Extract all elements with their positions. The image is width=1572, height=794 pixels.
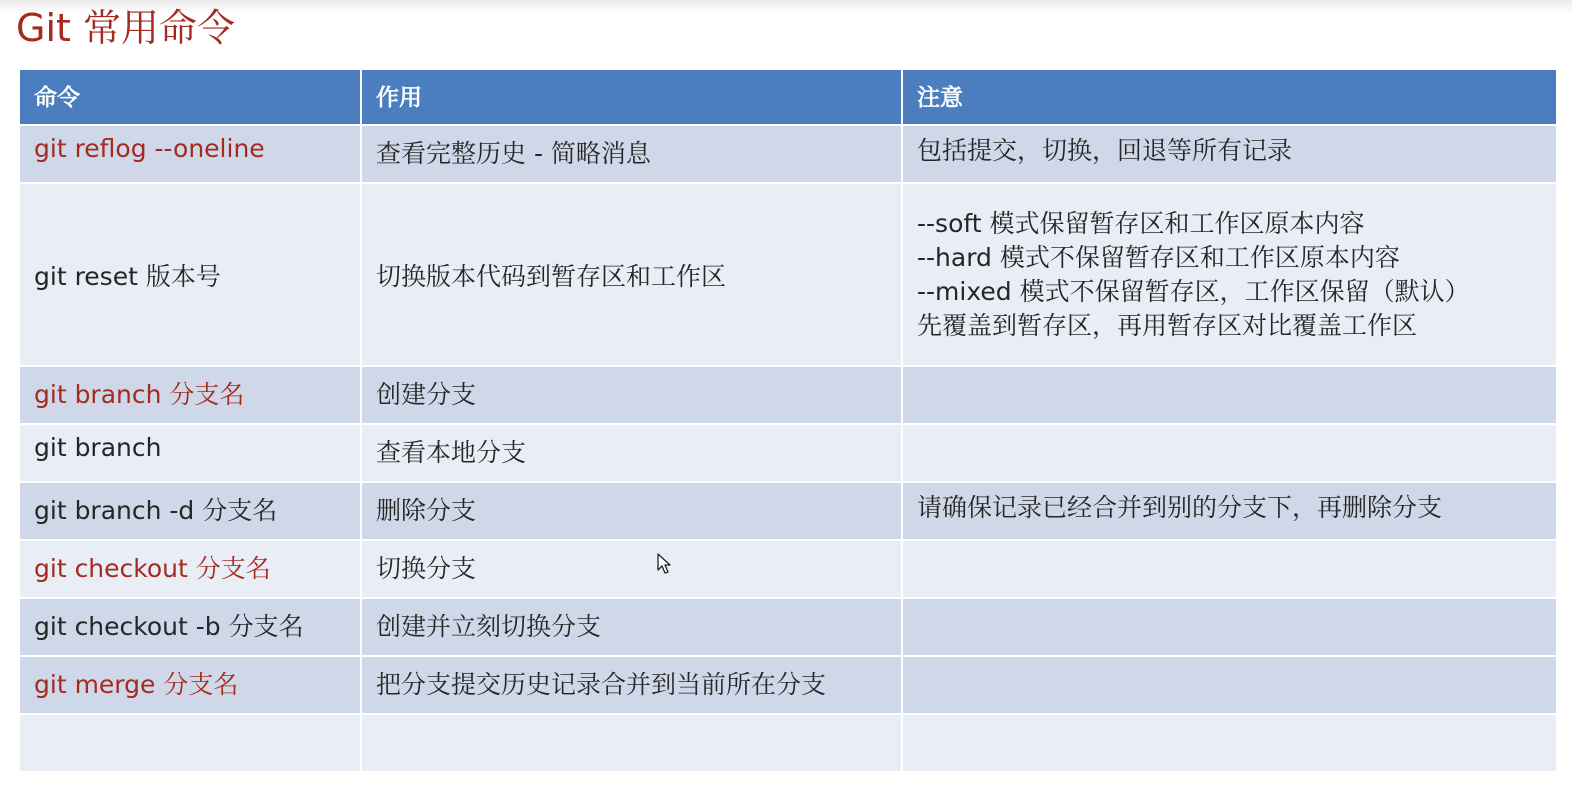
purpose-cell: 创建并立刻切换分支: [361, 598, 902, 656]
table-row: [19, 714, 1557, 772]
table-row: [19, 656, 1557, 714]
table-row: [19, 482, 1557, 540]
header-purpose: 作用: [361, 69, 902, 125]
note-cell: [902, 125, 1557, 183]
command-cell: git branch -d 分支名: [19, 482, 361, 540]
command-cell: [19, 714, 361, 772]
note-lines: [917, 134, 1542, 168]
command-cell: git checkout -b 分支名: [19, 598, 361, 656]
note-line: --mixed 模式不保留暂存区，工作区保留（默认）: [917, 276, 1470, 306]
note-cell: [902, 656, 1557, 714]
note-cell: [902, 540, 1557, 598]
note-line: --hard 模式不保留暂存区和工作区原本内容: [917, 242, 1400, 272]
table-row: [19, 125, 1557, 183]
purpose-cell: 删除分支: [361, 482, 902, 540]
purpose-cell: [361, 714, 902, 772]
note-cell: [902, 714, 1557, 772]
table-row: [19, 183, 1557, 366]
note-cell: [902, 482, 1557, 540]
command-cell: git branch 分支名: [19, 366, 361, 424]
note-line: 包括提交，切换，回退等所有记录: [917, 136, 1293, 165]
command-cell: git checkout 分支名: [19, 540, 361, 598]
note-cell: [902, 598, 1557, 656]
note-lines: [917, 207, 1542, 343]
header-note: 注意: [902, 69, 1557, 125]
page-title: Git 常用命令: [16, 6, 235, 50]
purpose-cell: 创建分支: [361, 366, 902, 424]
table-row: [19, 424, 1557, 482]
command-cell: git branch: [19, 424, 361, 482]
purpose-cell: 把分支提交历史记录合并到当前所在分支: [361, 656, 902, 714]
header-command: 命令: [19, 69, 361, 125]
note-cell: [902, 366, 1557, 424]
command-cell: git merge 分支名: [19, 656, 361, 714]
table-row: [19, 598, 1557, 656]
table-row: [19, 540, 1557, 598]
purpose-cell: 查看本地分支: [361, 424, 902, 482]
table-row: [19, 366, 1557, 424]
purpose-cell: 查看完整历史 - 简略消息: [361, 125, 902, 183]
note-cell: [902, 424, 1557, 482]
table-header-row: [19, 69, 1557, 125]
purpose-cell: 切换版本代码到暂存区和工作区: [361, 183, 902, 366]
note-line: 先覆盖到暂存区，再用暂存区对比覆盖工作区: [917, 310, 1418, 340]
command-cell: git reset 版本号: [19, 183, 361, 366]
note-line: 请确保记录已经合并到别的分支下，再删除分支: [917, 493, 1443, 522]
top-shade: [0, 0, 1572, 14]
mouse-cursor-icon: [657, 553, 673, 575]
git-commands-table: [18, 68, 1558, 773]
note-line: --soft 模式保留暂存区和工作区原本内容: [917, 208, 1365, 238]
command-cell: git reflog --oneline: [19, 125, 361, 183]
purpose-cell: 切换分支: [361, 540, 902, 598]
note-lines: [917, 491, 1542, 525]
table-body: [19, 125, 1557, 772]
note-cell: [902, 183, 1557, 366]
